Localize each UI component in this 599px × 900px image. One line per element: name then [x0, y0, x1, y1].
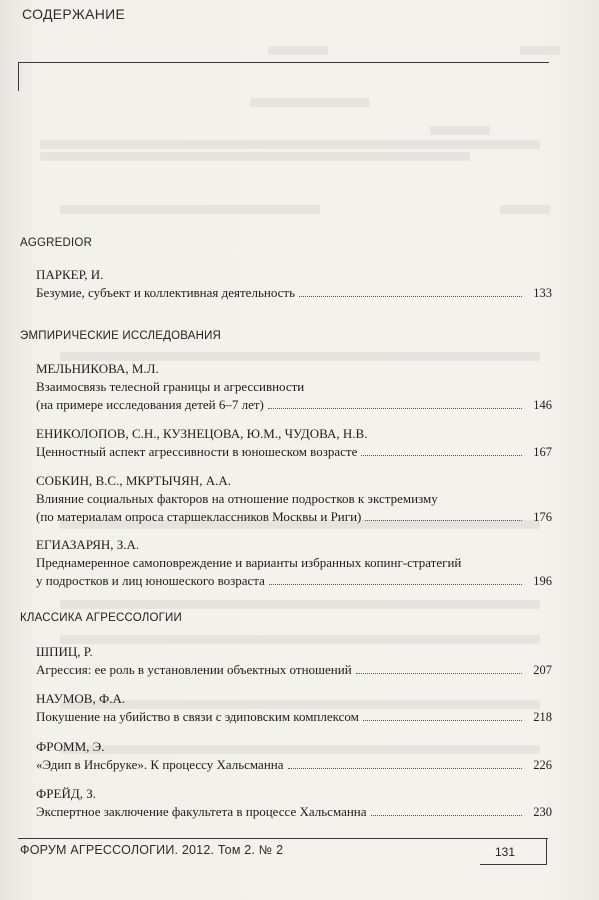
- entry-authors: СОБКИН, В.С., МКРТЫЧЯН, А.А.: [36, 473, 231, 488]
- toc-entry[interactable]: [36, 690, 552, 726]
- entry-authors: ФРОММ, Э.: [36, 739, 105, 754]
- toc-entry[interactable]: [36, 266, 552, 302]
- entry-title-line: Безумие, субъект и коллективная деятельность 133: [36, 285, 552, 300]
- journal-citation: ФОРУМ АГРЕССОЛОГИИ. 2012. Том 2. № 2: [20, 843, 284, 857]
- entry-authors: ПАРКЕР, И.: [36, 267, 104, 282]
- entry-title-line: Покушение на убийство в связи с эдиповским комплексом 218: [36, 709, 552, 724]
- entry-title-line: Экспертное заключение факультета в процессе Хальсманна 230: [36, 804, 552, 819]
- entry-title-line: Взаимосвязь телесной границы и агрессивности: [36, 379, 305, 394]
- entry-authors: ШПИЦ, Р.: [36, 644, 93, 659]
- entry-authors: ФРЕЙД, З.: [36, 786, 96, 801]
- entry-page-number: 167: [533, 445, 552, 459]
- toc-entry[interactable]: [36, 536, 552, 590]
- toc-entry[interactable]: [36, 643, 552, 679]
- toc-entry[interactable]: [36, 425, 552, 461]
- entry-authors: НАУМОВ, Ф.А.: [36, 691, 126, 706]
- entry-title-line: (на примере исследования детей 6–7 лет) 146: [36, 397, 552, 412]
- entry-page-number: 133: [533, 286, 552, 300]
- entry-page-number: 146: [533, 398, 552, 412]
- entry-page-number: 226: [533, 758, 552, 772]
- contents-title: СОДЕРЖАНИЕ: [22, 6, 126, 22]
- entry-title-line: «Эдип в Инсбруке». К процессу Хальсманна 226: [36, 757, 552, 772]
- entry-page-number: 196: [533, 574, 552, 588]
- entry-page-number: 176: [533, 510, 552, 524]
- entry-title-line: (по материалам опроса старшеклассников Москвы и Риги) 176: [36, 509, 552, 524]
- entry-authors: МЕЛЬНИКОВА, М.Л.: [36, 361, 159, 376]
- entry-page-number: 230: [533, 805, 552, 819]
- entry-title-line: Ценностный аспект агрессивности в юношеском возрасте 167: [36, 444, 552, 459]
- section-title-classics: КЛАССИКА АГРЕССОЛОГИИ: [20, 612, 182, 624]
- entry-authors: ЕНИКОЛОПОВ, С.Н., КУЗНЕЦОВА, Ю.М., ЧУДОВА, Н.В.: [36, 426, 368, 441]
- toc-entry[interactable]: [36, 360, 552, 414]
- footer-rule: [18, 838, 548, 839]
- toc-entry[interactable]: [36, 785, 552, 821]
- section-title-aggredior: AGGREDIOR: [20, 237, 93, 249]
- entry-page-number: 218: [533, 710, 552, 724]
- entry-title-line: Агрессия: ее роль в установлении объектных отношений 207: [36, 662, 552, 677]
- page-number: 131: [495, 845, 516, 859]
- toc-entry[interactable]: [36, 738, 552, 774]
- entry-page-number: 207: [533, 663, 552, 677]
- contents-header-frame: [18, 62, 549, 91]
- toc-entry[interactable]: [36, 472, 552, 526]
- entry-title-line: Преднамеренное самоповреждение и варианты избранных копинг-стратегий: [36, 555, 462, 570]
- entry-authors: ЕГИАЗАРЯН, З.А.: [36, 537, 140, 552]
- section-title-empirical: ЭМПИРИЧЕСКИЕ ИССЛЕДОВАНИЯ: [20, 330, 222, 342]
- entry-title-line: Влияние социальных факторов на отношение подростков к экстремизму: [36, 491, 438, 506]
- entry-title-line: у подростков и лиц юношеского возраста 196: [36, 573, 552, 588]
